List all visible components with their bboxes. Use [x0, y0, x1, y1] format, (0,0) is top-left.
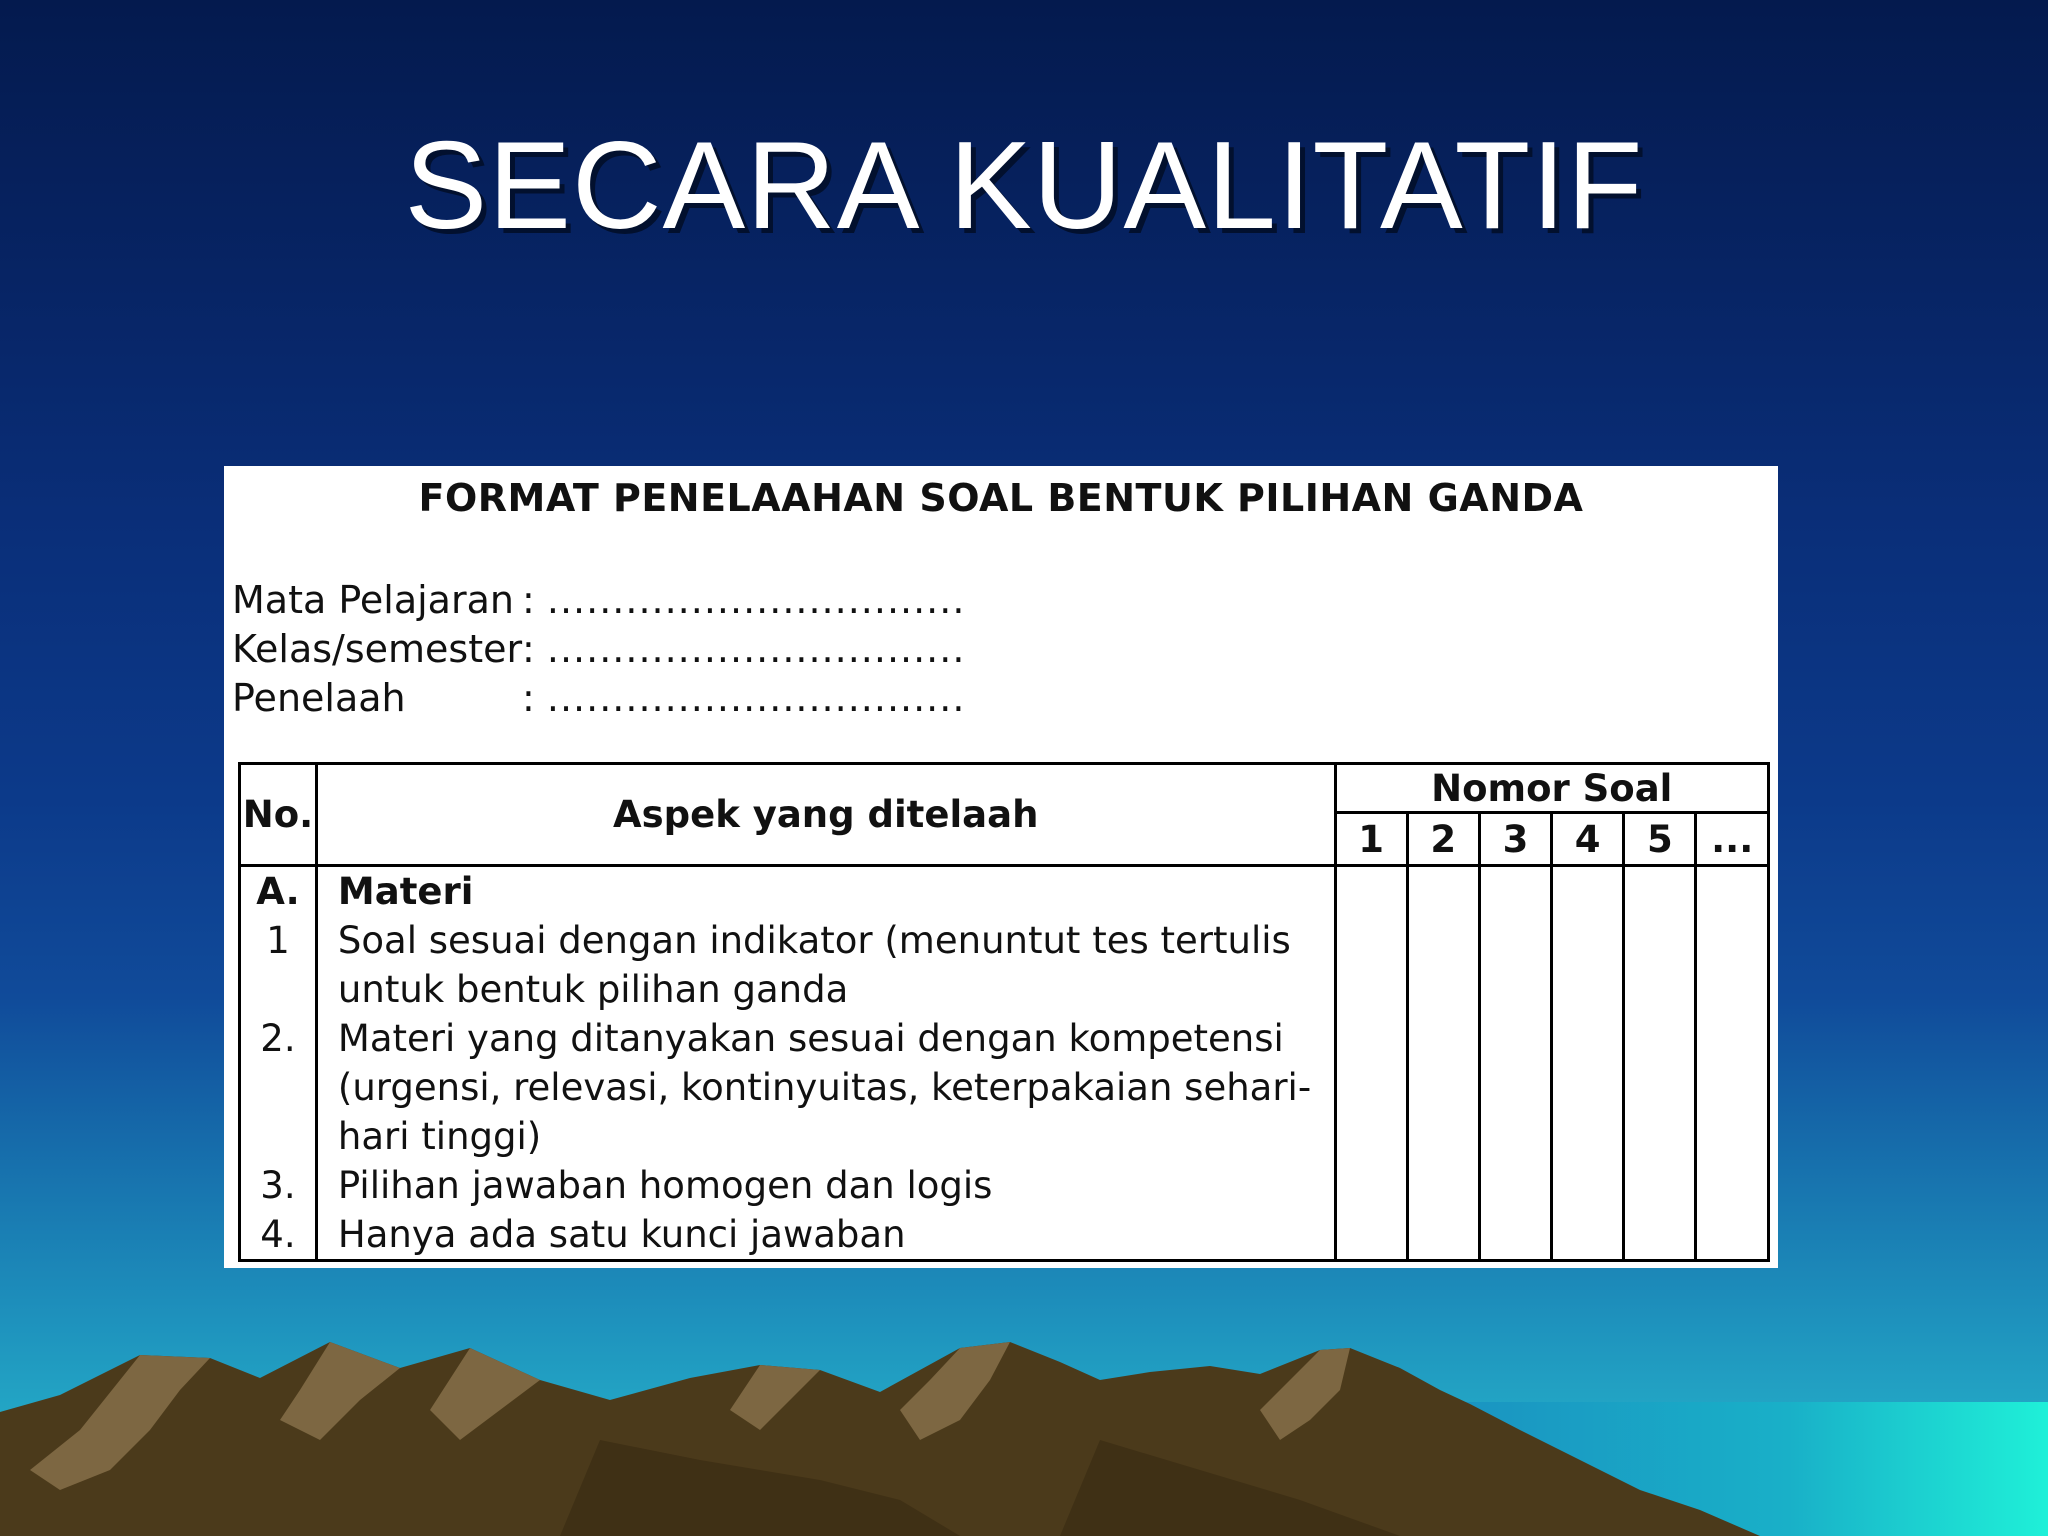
row-text: Materi yang ditanyakan sesuai dengan kompetensi: [337, 1017, 1284, 1060]
header-soal-3: 3: [1479, 813, 1551, 866]
header-soal-5: 5: [1624, 813, 1696, 866]
row-text: Pilihan jawaban homogen dan logis: [337, 1164, 993, 1207]
header-aspek: Aspek yang ditelaah: [316, 764, 1335, 866]
field-separator: :: [522, 676, 547, 720]
row-text: untuk bentuk pilihan ganda: [337, 968, 849, 1011]
row-text: Hanya ada satu kunci jawaban: [337, 1213, 906, 1256]
header-soal-more: ...: [1696, 813, 1769, 866]
review-table: [238, 762, 1770, 1262]
score-cell-5: [1624, 866, 1696, 1261]
field-value: ................................: [546, 627, 966, 671]
slide-title: SECARA KUALITATIF: [404, 117, 1644, 255]
field-label: Kelas/semester: [232, 627, 523, 671]
score-cell-2: [1407, 866, 1479, 1261]
score-cell-more: [1696, 866, 1769, 1261]
field-kelas-semester: [232, 627, 965, 671]
document-image: [224, 466, 1778, 1268]
header-soal-4: 4: [1552, 813, 1624, 866]
row-no: 2.: [260, 1017, 296, 1060]
score-cell-1: [1335, 866, 1407, 1261]
aspek-column: [316, 866, 1335, 1261]
row-text: hari tinggi): [337, 1115, 542, 1158]
row-no: 4.: [260, 1213, 296, 1256]
row-no: 1: [266, 919, 290, 962]
score-cell-4: [1552, 866, 1624, 1261]
table-body-row: [240, 866, 1769, 1261]
header-soal-1: 1: [1335, 813, 1407, 866]
header-nomor-soal: Nomor Soal: [1335, 764, 1769, 813]
field-separator: :: [522, 578, 547, 622]
field-value: ................................: [546, 676, 966, 720]
field-separator: :: [522, 627, 547, 671]
row-no: 3.: [260, 1164, 296, 1207]
row-text: (urgensi, relevasi, kontinyuitas, keterpakaian sehari-: [337, 1066, 1312, 1109]
field-mata-pelajaran: [232, 578, 965, 622]
document-heading: FORMAT PENELAAHAN SOAL BENTUK PILIHAN GANDA: [418, 476, 1584, 520]
field-value: ................................: [546, 578, 966, 622]
header-soal-2: 2: [1407, 813, 1479, 866]
header-no: No.: [240, 764, 317, 866]
row-text: Soal sesuai dengan indikator (menuntut tes tertulis: [337, 919, 1291, 962]
field-penelaah: [232, 676, 965, 720]
section-label: Materi: [337, 870, 474, 913]
field-label: Mata Pelajaran: [232, 578, 514, 622]
section-no: A.: [256, 870, 300, 913]
score-cell-3: [1479, 866, 1551, 1261]
field-label: Penelaah: [232, 676, 406, 720]
no-column: [240, 866, 317, 1261]
